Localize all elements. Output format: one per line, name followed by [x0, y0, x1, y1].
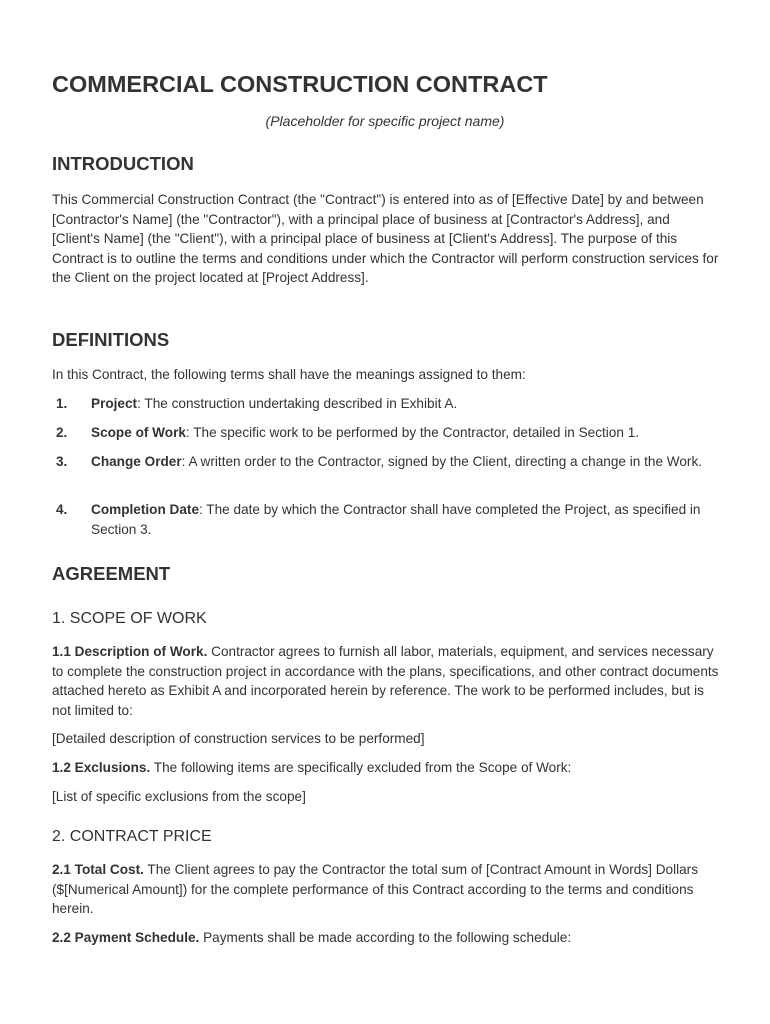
payment-schedule-paragraph: [52, 928, 720, 948]
exclusions-placeholder: [List of specific exclusions from the scope]: [52, 789, 306, 804]
list-number: 4.: [56, 502, 68, 517]
total-cost-label: 2.1 Total Cost.: [52, 862, 144, 877]
payment-schedule-text: Payments shall be made according to the following schedule:: [199, 930, 572, 945]
services-placeholder: [Detailed description of construction services to be performed]: [52, 731, 425, 746]
payment-schedule-label: 2.2 Payment Schedule.: [52, 930, 200, 945]
contract-price-heading: 2. CONTRACT PRICE: [52, 828, 212, 845]
document-title: COMMERCIAL CONSTRUCTION CONTRACT: [52, 71, 548, 97]
exclusions-paragraph: [52, 758, 720, 778]
definitions-intro: In this Contract, the following terms shall have the meanings assigned to them:: [52, 367, 526, 382]
introduction-paragraph: This Commercial Construction Contract (the "Contract") is entered into as of [Effective Date] by and between [Contractor's Name] (the "Contractor"), with a principal place of business at [Contractor's Address], and [Client's Name] (the "Client"), with a principal place of business at [Client's Address]. The purpose of this Contract is to outline the terms and conditions under which the Contractor will perform construction services for the Client on the project located at [Project Address].: [52, 192, 719, 286]
scope-of-work-heading: 1. SCOPE OF WORK: [52, 610, 207, 627]
introduction-heading: INTRODUCTION: [52, 153, 194, 174]
definition-text: : The construction undertaking described in Exhibit A.: [137, 396, 458, 411]
list-number: 1.: [56, 396, 68, 411]
exclusions-label: 1.2 Exclusions.: [52, 760, 151, 775]
definition-body: [91, 452, 721, 472]
definition-body: [91, 423, 721, 443]
description-of-work-paragraph: [52, 642, 720, 720]
list-number: 3.: [56, 454, 68, 469]
definition-term: Completion Date: [91, 502, 199, 517]
exclusions-text: The following items are specifically excluded from the Scope of Work:: [150, 760, 572, 775]
description-of-work-text: Contractor agrees to furnish all labor, materials, equipment, and services necessary to complete the construction project in accordance with the plans, specifications, and other contract documents attached hereto as Exhibit A and incorporated herein by reference. The work to be performed includes, but is not limited to:: [52, 644, 719, 718]
definition-term: Change Order: [91, 454, 182, 469]
description-of-work-label: 1.1 Description of Work.: [52, 644, 208, 659]
document-subtitle: (Placeholder for specific project name): [265, 113, 505, 129]
definition-text: : The specific work to be performed by the Contractor, detailed in Section 1.: [185, 425, 640, 440]
definitions-heading: DEFINITIONS: [52, 329, 170, 350]
list-number: 2.: [56, 425, 68, 440]
total-cost-paragraph: [52, 860, 720, 919]
definition-term: Project: [91, 396, 138, 411]
agreement-heading: AGREEMENT: [52, 563, 171, 584]
total-cost-text: The Client agrees to pay the Contractor the total sum of [Contract Amount in Words] Dollars ($[Numerical Amount]) for the complete performance of this Contract according to the terms and conditions herein.: [52, 862, 698, 917]
definition-term: Scope of Work: [91, 425, 186, 440]
definition-body: [91, 500, 721, 539]
definition-body: [91, 394, 721, 414]
definition-text: : The date by which the Contractor shall have completed the Project, as specified in Section 3.: [91, 502, 701, 537]
definition-text: : A written order to the Contractor, signed by the Client, directing a change in the Work.: [181, 454, 703, 469]
